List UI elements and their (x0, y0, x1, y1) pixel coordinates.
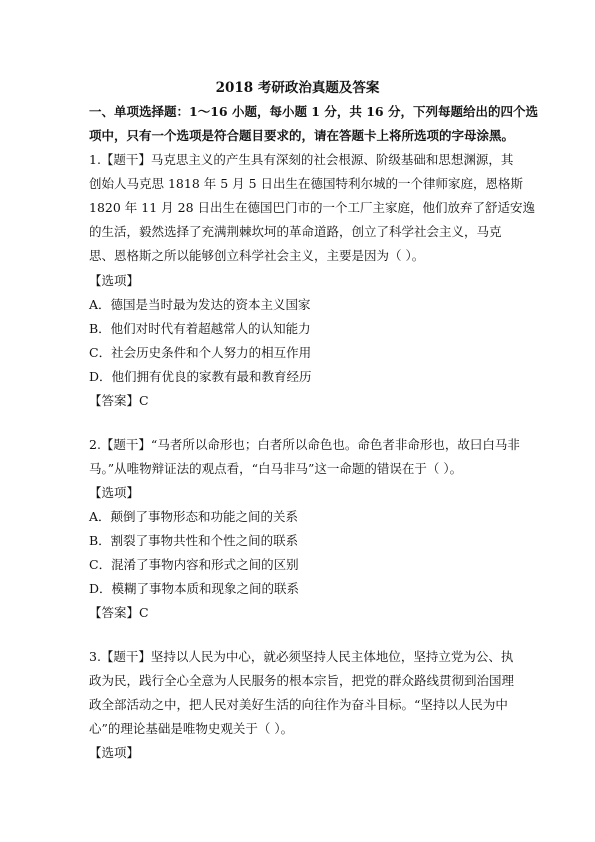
q3-stem-line-2: 政为民，践行全心全意为人民服务的根本宗旨，把党的群众路线贯彻到治国理 (89, 673, 515, 688)
q2-stem-line-1: 2.【题干】“马者所以命形也；白者所以命色也。命色者非命形也，故曰白马非 (89, 437, 520, 452)
q3-stem-line-1: 3.【题干】坚持以人民为中心，就必须坚持人民主体地位，坚持立党为公、执 (89, 649, 514, 664)
q2-option-c: C．混淆了事物内容和形式之间的区别 (89, 557, 299, 572)
q1-answer: 【答案】C (89, 393, 149, 408)
q1-stem-line-3: 1820 年 11 月 28 日出生在德国巴门市的一个工厂主家庭，他们放弃了舒适安逸 (89, 200, 535, 215)
q1-option-a: A．德国是当时最为发达的资本主义国家 (89, 297, 311, 312)
q3-stem-line-4: 心”的理论基础是唯物史观关于（ ）。 (89, 721, 294, 736)
q2-option-a: A．颠倒了事物形态和功能之间的关系 (89, 509, 299, 524)
q1-option-b: B．他们对时代有着超越常人的认知能力 (89, 321, 311, 336)
q2-options-label: 【选项】 (89, 485, 140, 500)
section-heading-line-1: 一、单项选择题：1～16 小题，每小题 1 分，共 16 分，下列每题给出的四个选 (89, 104, 538, 119)
q1-stem-line-4: 的生活，毅然选择了充满荆棘坎坷的革命道路，创立了科学社会主义，马克 (89, 224, 502, 239)
q3-stem-line-3: 政全部活动之中，把人民对美好生活的向往作为奋斗目标。“坚持以人民为中 (89, 697, 508, 712)
q3-options-label: 【选项】 (89, 745, 140, 760)
q2-stem-line-2: 马。”从唯物辩证法的观点看，“白马非马”这一命题的错误在于（ ）。 (89, 461, 463, 476)
q1-option-d: D．他们拥有优良的家教有最和教育经历 (89, 369, 312, 384)
q2-option-b: B．割裂了事物共性和个性之间的联系 (89, 533, 299, 548)
q1-options-label: 【选项】 (89, 273, 140, 288)
q2-option-d: D．模糊了事物本质和现象之间的联系 (89, 581, 300, 596)
document-title: 2018 考研政治真题及答案 (215, 80, 380, 96)
section-heading-line-2: 项中，只有一个选项是符合题目要求的，请在答题卡上将所选项的字母涂黑。 (89, 128, 515, 143)
q1-option-c: C．社会历史条件和个人努力的相互作用 (89, 345, 312, 360)
q1-stem-line-2: 创始人马克思 1818 年 5 月 5 日出生在德国特利尔城的一个律师家庭，恩格斯 (89, 176, 524, 191)
q1-stem-line-5: 思、恩格斯之所以能够创立科学社会主义，主要是因为（ ）。 (89, 248, 425, 263)
q2-answer: 【答案】C (89, 605, 149, 620)
q1-stem-line-1: 1.【题干】马克思主义的产生具有深刻的社会根源、阶级基础和思想渊源，其 (89, 152, 514, 167)
